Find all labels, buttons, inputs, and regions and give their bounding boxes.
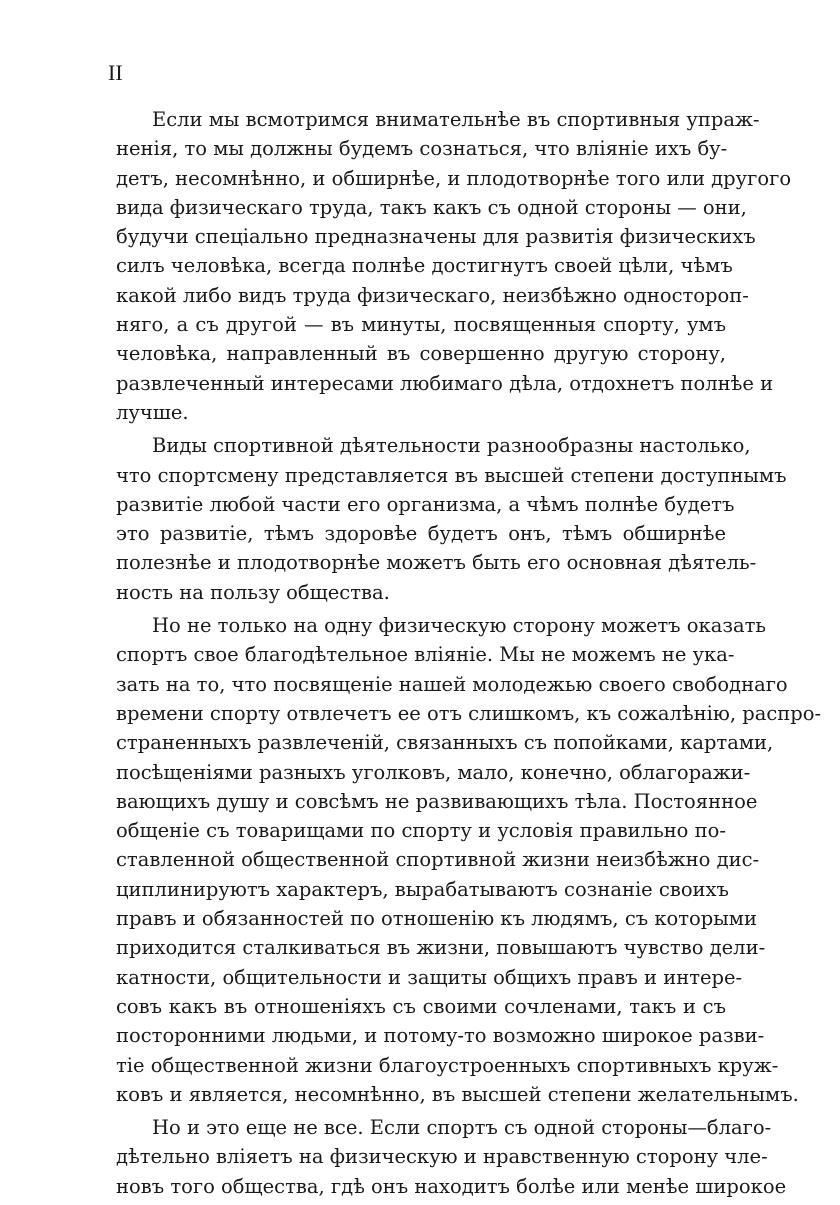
paragraph-4 <box>116 1113 787 1201</box>
text-line: что спортсмену представляется въ высшей степени доступнымъ <box>116 463 787 487</box>
text-line: будучи спеціально предназначены для развитія физическихъ <box>116 225 756 249</box>
text-line: новъ того общества, гдѣ онъ находитъ болѣе или менѣе широкое <box>116 1174 787 1198</box>
text-line: ковъ и является, несомнѣнно, въ высшей степени желательнымъ. <box>116 1082 799 1106</box>
text-line: приходится сталкиваться въ жизни, повышаютъ чувство дели- <box>116 936 766 960</box>
text-line: тіе общественной жизни благоустроенныхъ спортивныхъ круж- <box>116 1053 779 1077</box>
page-number: II <box>108 60 123 85</box>
text-line: вающихъ душу и совсѣмъ не развивающихъ тѣла. Постоянное <box>116 789 758 813</box>
text-line: Но не только на одну физическую сторону можетъ оказать <box>152 614 766 638</box>
text-line: дѣтельно вліяетъ на физическую и нравственную сторону чле- <box>116 1145 768 1169</box>
text-line: Если мы всмотримся внимательнѣе въ спортивныя упраж- <box>152 108 760 131</box>
text-line: Но и это еще не все. Если спортъ съ одной стороны—благо- <box>152 1116 772 1140</box>
text-line: спортъ свое благодѣтельное вліяніе. Мы не можемъ не ука- <box>116 643 735 667</box>
text-line: правъ и обязанностей по отношенію къ людямъ, съ которыми <box>116 907 757 931</box>
text-line: силъ человѣка, всегда полнѣе достигнутъ своей цѣли, чѣмъ <box>116 254 733 278</box>
text-line: ность на пользу общества. <box>116 580 390 604</box>
text-line: времени спорту отвлечетъ ее отъ слишкомъ, къ сожалѣнію, распро- <box>116 701 822 725</box>
text-line: зать на то, что посвященіе нашей молодежью своего свободнаго <box>116 672 788 696</box>
text-line: детъ, несомнѣнно, и обширнѣе, и плодотворнѣе того или другого <box>116 166 792 190</box>
text-line: какой либо видъ труда физическаго, неизбѣжно одностороп- <box>116 283 749 307</box>
text-line: посторонними людьми, и потому-то возможно широкое разви- <box>116 1024 765 1048</box>
text-line: развлеченный интересами любимаго дѣла, отдохнетъ полнѣе и <box>116 371 774 395</box>
text-line: ставленной общественной спортивной жизни неизбѣжно дис- <box>116 848 760 872</box>
text-line: катности, общительности и защиты общихъ правъ и интере- <box>116 965 743 989</box>
text-line: няго, а съ другой — въ минуты, посвященныя спорту, умъ <box>116 313 726 337</box>
text-line: это развитіе, тѣмъ здоровѣе будетъ онъ, тѣмъ обширнѣе <box>116 522 726 546</box>
text-line: развитіе любой части его организма, а чѣмъ полнѣе будетъ <box>116 492 735 516</box>
text-line: лучше. <box>116 400 189 424</box>
text-line: Виды спортивной дѣятельности разнообразны настолько, <box>152 434 751 458</box>
text-line: совъ какъ въ отношеніяхъ съ своими сочленами, такъ и съ <box>116 994 726 1018</box>
body-text <box>116 105 822 1205</box>
paragraph-2 <box>116 431 787 607</box>
text-line: циплинируютъ характеръ, вырабатываютъ сознаніе своихъ <box>116 877 729 901</box>
text-line: ненія, то мы должны будемъ сознаться, что вліяніе ихъ бу- <box>116 137 728 161</box>
text-line: вида физическаго труда, такъ какъ съ одной стороны — они, <box>116 195 747 219</box>
paragraph-1 <box>116 105 792 427</box>
text-line: человѣка, направленный въ совершенно другую сторону, <box>116 342 726 366</box>
text-line: общеніе съ товарищами по спорту и условія правильно по- <box>116 819 726 843</box>
text-line: полезнѣе и плодотворнѣе можетъ быть его основная дѣятель- <box>116 551 757 575</box>
paragraph-3 <box>116 611 822 1109</box>
text-line: посѣщеніями разныхъ уголковъ, мало, конечно, облагоражи- <box>116 760 751 784</box>
text-line: страненныхъ развлеченій, связанныхъ съ попойками, картами, <box>116 731 774 755</box>
